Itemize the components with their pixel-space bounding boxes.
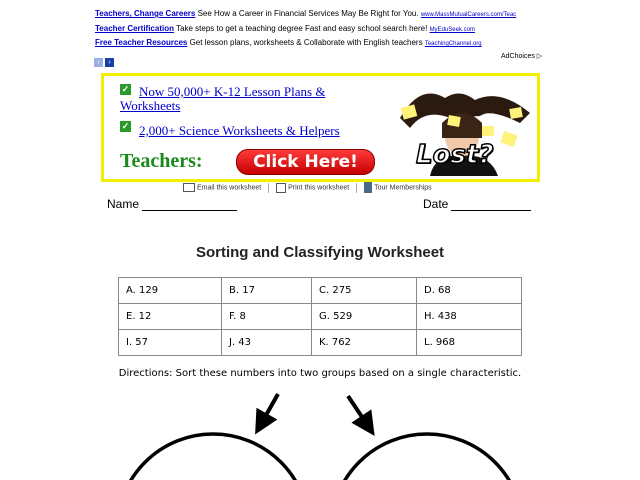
- group-circle-right: [331, 434, 523, 480]
- toolbar-divider: [356, 183, 357, 193]
- banner-science-link[interactable]: 2,000+ Science Worksheets & Helpers: [139, 123, 340, 138]
- table-row: [119, 278, 522, 304]
- arrow-right-icon: [348, 396, 368, 426]
- table-row: [119, 304, 522, 330]
- sorting-diagram: [0, 380, 640, 480]
- ad-url[interactable]: TeachingChannel.org: [424, 41, 482, 47]
- ad-title[interactable]: Teachers, Change Careers: [95, 9, 196, 18]
- table-cell: H. 438: [417, 304, 522, 330]
- name-blank-line: [142, 198, 237, 211]
- ad-link-row[interactable]: [95, 24, 475, 33]
- banner-lesson-plans-link-cont[interactable]: Worksheets: [120, 98, 181, 113]
- ad-url[interactable]: MyEduSeek.com: [429, 27, 475, 33]
- toolbar-divider: [268, 183, 269, 193]
- name-label: Name: [107, 197, 140, 211]
- table-cell: B. 17: [222, 278, 312, 304]
- table-row: [119, 330, 522, 356]
- ad-description: See How a Career in Financial Services May Be Right for You.: [197, 9, 419, 18]
- date-field: [423, 197, 531, 211]
- table-cell: C. 275: [312, 278, 417, 304]
- ad-description: Take steps to get a teaching degree Fast and easy school search here!: [176, 24, 428, 33]
- ad-link-row[interactable]: [95, 38, 482, 47]
- directions-text: Directions: Sort these numbers into two groups based on a single characteristic.: [118, 368, 522, 379]
- banner-lost-text: Lost?: [416, 140, 494, 170]
- table-cell: E. 12: [119, 304, 222, 330]
- print-worksheet-link[interactable]: Print this worksheet: [288, 184, 350, 192]
- date-label: Date: [423, 197, 449, 211]
- ad-description: Get lesson plans, worksheets & Collaborate with English teachers: [189, 38, 423, 47]
- worksheet-toolbar: [183, 182, 432, 193]
- ad-prev-button[interactable]: ‹: [94, 58, 103, 67]
- group-circle-left: [117, 434, 309, 480]
- table-cell: D. 68: [417, 278, 522, 304]
- book-icon: [364, 182, 372, 193]
- printer-icon: [276, 183, 286, 193]
- worksheet-title: Sorting and Classifying Worksheet: [195, 244, 445, 261]
- arrow-left-icon: [261, 394, 278, 424]
- tour-memberships-link[interactable]: Tour Memberships: [374, 184, 432, 192]
- date-blank-line: [451, 198, 531, 211]
- table-cell: A. 129: [119, 278, 222, 304]
- email-icon: [183, 183, 195, 192]
- checkmark-icon: ✓: [121, 121, 130, 131]
- table-cell: J. 43: [222, 330, 312, 356]
- banner-lesson-plans-link[interactable]: Now 50,000+ K-12 Lesson Plans &: [139, 84, 326, 99]
- table-cell: K. 762: [312, 330, 417, 356]
- table-cell: I. 57: [119, 330, 222, 356]
- email-worksheet-link[interactable]: Email this worksheet: [197, 184, 262, 192]
- ad-url[interactable]: www.MassMutualCareers.com/Teac: [420, 12, 517, 18]
- banner-teachers-label: Teachers:: [120, 150, 203, 172]
- table-cell: L. 968: [417, 330, 522, 356]
- banner-ad[interactable]: [101, 73, 540, 182]
- click-here-button[interactable]: Click Here!: [236, 149, 375, 175]
- ad-title[interactable]: Teacher Certification: [95, 24, 174, 33]
- ad-link-row[interactable]: [95, 9, 516, 18]
- ad-title[interactable]: Free Teacher Resources: [95, 38, 188, 47]
- name-field: [107, 197, 237, 211]
- table-cell: G. 529: [312, 304, 417, 330]
- ad-navigation: [94, 51, 116, 69]
- ad-next-button[interactable]: ›: [105, 58, 114, 67]
- checkmark-icon: ✓: [121, 84, 130, 94]
- adchoices-link[interactable]: AdChoices ▷: [501, 53, 543, 60]
- table-cell: F. 8: [222, 304, 312, 330]
- numbers-table: [118, 277, 522, 356]
